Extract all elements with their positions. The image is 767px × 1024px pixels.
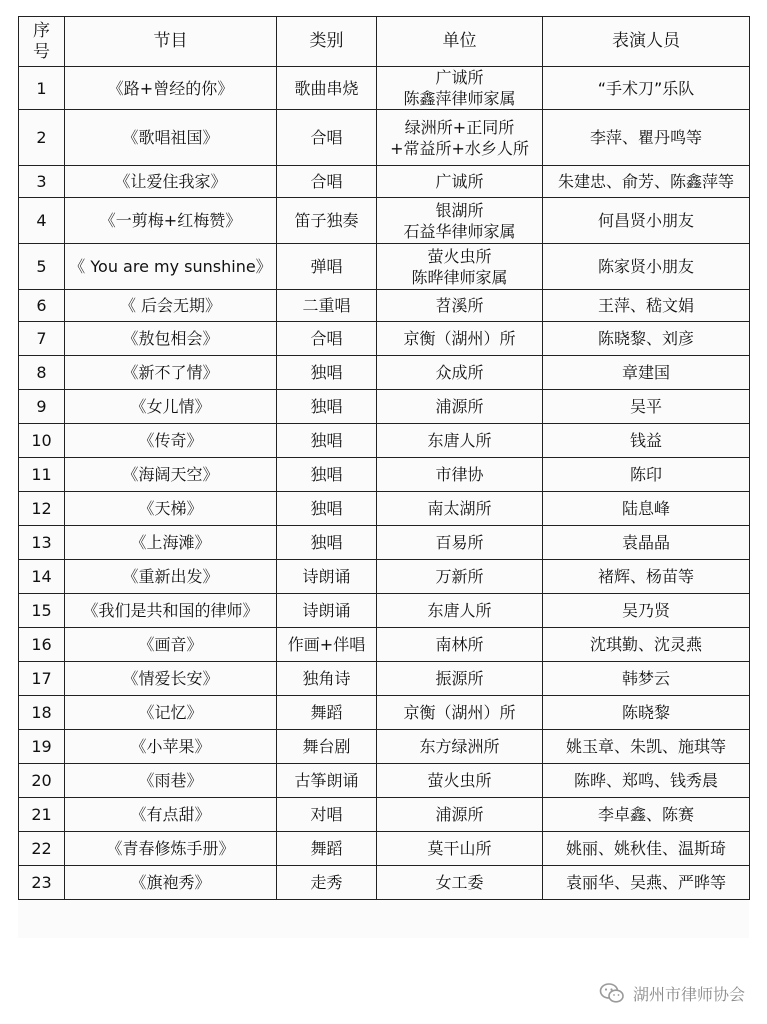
cell-category: 独唱 <box>277 390 377 424</box>
cell-performers: 陈家贤小朋友 <box>543 244 750 290</box>
cell-unit <box>377 662 543 696</box>
cell-unit <box>377 356 543 390</box>
cell-performers: 沈琪勤、沈灵燕 <box>543 628 750 662</box>
cell-category: 笛子独奏 <box>277 198 377 244</box>
unit-line: 萤火虫所 <box>427 246 492 266</box>
cell-category: 独唱 <box>277 424 377 458</box>
cell-program: 《雨巷》 <box>65 764 277 798</box>
unit-line: 众成所 <box>435 363 484 382</box>
cell-unit <box>377 458 543 492</box>
cell-category: 独唱 <box>277 356 377 390</box>
unit-line: 陈鑫萍律师家属 <box>403 89 516 108</box>
table-row <box>19 492 750 526</box>
unit-line: 南林所 <box>435 635 484 654</box>
cell-performers: 陈晓黎 <box>543 696 750 730</box>
table-row <box>19 67 750 110</box>
cell-category: 对唱 <box>277 798 377 832</box>
cell-category: 合唱 <box>277 322 377 356</box>
table-row <box>19 696 750 730</box>
cell-unit <box>377 492 543 526</box>
cell-seq: 12 <box>19 492 65 526</box>
cell-category: 独唱 <box>277 526 377 560</box>
unit-line: 绿洲所+正同所 <box>404 117 515 137</box>
unit-line: 陈晔律师家属 <box>411 267 508 287</box>
cell-performers: 章建国 <box>543 356 750 390</box>
unit-line: 石益华律师家属 <box>403 221 516 241</box>
cell-program: 《旗袍秀》 <box>65 866 277 900</box>
table-row <box>19 526 750 560</box>
cell-category: 二重唱 <box>277 290 377 322</box>
cell-program: 《上海滩》 <box>65 526 277 560</box>
cell-seq: 22 <box>19 832 65 866</box>
table-row <box>19 244 750 290</box>
cell-seq: 1 <box>19 67 65 110</box>
unit-line: 百易所 <box>435 533 484 552</box>
table-row <box>19 832 750 866</box>
cell-program: 《路+曾经的你》 <box>65 67 277 110</box>
cell-program: 《 后会无期》 <box>65 290 277 322</box>
cell-seq: 14 <box>19 560 65 594</box>
cell-seq: 5 <box>19 244 65 290</box>
cell-unit <box>377 526 543 560</box>
unit-line: 振源所 <box>435 669 484 688</box>
footer-brand-text: 湖州市律师协会 <box>632 984 745 1004</box>
table-row <box>19 560 750 594</box>
unit-line: 东唐人所 <box>427 601 492 620</box>
cell-program: 《新不了情》 <box>65 356 277 390</box>
table-row <box>19 290 750 322</box>
unit-line: 京衡（湖州）所 <box>403 329 516 348</box>
table-row <box>19 730 750 764</box>
cell-program: 《传奇》 <box>65 424 277 458</box>
table-row <box>19 110 750 166</box>
unit-line: 广诚所 <box>435 68 484 87</box>
table-row <box>19 594 750 628</box>
header-unit: 单位 <box>377 17 543 67</box>
cell-performers: 朱建忠、俞芳、陈鑫萍等 <box>543 166 750 198</box>
cell-unit <box>377 166 543 198</box>
cell-seq: 11 <box>19 458 65 492</box>
header-seq-line1: 序 <box>33 20 50 41</box>
cell-program: 《歌唱祖国》 <box>65 110 277 166</box>
header-seq <box>19 17 65 67</box>
cell-seq: 17 <box>19 662 65 696</box>
cell-unit <box>377 560 543 594</box>
cell-category: 舞台剧 <box>277 730 377 764</box>
cell-seq: 3 <box>19 166 65 198</box>
unit-line: 市律协 <box>435 465 484 484</box>
cell-seq: 4 <box>19 198 65 244</box>
header-program: 节目 <box>65 17 277 67</box>
header-performers: 表演人员 <box>543 17 750 67</box>
cell-performers: 姚丽、姚秋佳、温斯琦 <box>543 832 750 866</box>
cell-seq: 18 <box>19 696 65 730</box>
cell-category: 合唱 <box>277 110 377 166</box>
cell-performers: 陈晔、郑鸣、钱秀晨 <box>543 764 750 798</box>
cell-unit <box>377 628 543 662</box>
cell-program: 《女儿情》 <box>65 390 277 424</box>
cell-performers: 钱益 <box>543 424 750 458</box>
cell-seq: 8 <box>19 356 65 390</box>
cell-performers: 韩梦云 <box>543 662 750 696</box>
cell-performers: 李卓鑫、陈赛 <box>543 798 750 832</box>
cell-seq: 19 <box>19 730 65 764</box>
cell-program: 《有点甜》 <box>65 798 277 832</box>
cell-unit <box>377 832 543 866</box>
table-row <box>19 198 750 244</box>
cell-program: 《天梯》 <box>65 492 277 526</box>
cell-category: 独角诗 <box>277 662 377 696</box>
cell-unit <box>377 798 543 832</box>
cell-category: 作画+伴唱 <box>277 628 377 662</box>
table-row <box>19 798 750 832</box>
cell-performers: 陈印 <box>543 458 750 492</box>
header-seq-line2: 号 <box>33 41 50 62</box>
cell-unit <box>377 594 543 628</box>
cell-performers: 褚辉、杨苗等 <box>543 560 750 594</box>
cell-category: 诗朗诵 <box>277 560 377 594</box>
cell-unit <box>377 67 543 110</box>
cell-unit <box>377 390 543 424</box>
cell-performers: 陆息峰 <box>543 492 750 526</box>
cell-unit <box>377 244 543 290</box>
unit-line: 万新所 <box>435 567 484 586</box>
table-body <box>19 67 750 900</box>
unit-line: 东方绿洲所 <box>419 737 500 756</box>
unit-line: 南太湖所 <box>427 499 492 518</box>
table-row <box>19 866 750 900</box>
cell-unit <box>377 866 543 900</box>
cell-category: 走秀 <box>277 866 377 900</box>
cell-seq: 9 <box>19 390 65 424</box>
cell-category: 歌曲串烧 <box>277 67 377 110</box>
cell-performers: 李萍、瞿丹鸣等 <box>543 110 750 166</box>
header-category: 类别 <box>277 17 377 67</box>
unit-line: 莫干山所 <box>427 839 492 858</box>
cell-performers: 袁晶晶 <box>543 526 750 560</box>
cell-unit <box>377 696 543 730</box>
cell-performers: 吴乃贤 <box>543 594 750 628</box>
footer-brand <box>599 980 745 1006</box>
cell-category: 诗朗诵 <box>277 594 377 628</box>
cell-category: 弹唱 <box>277 244 377 290</box>
unit-line: 广诚所 <box>435 172 484 191</box>
cell-program: 《让爱住我家》 <box>65 166 277 198</box>
unit-line: 京衡（湖州）所 <box>403 703 516 722</box>
cell-performers: 袁丽华、吴燕、严晔等 <box>543 866 750 900</box>
cell-performers: 王萍、嵇文娟 <box>543 290 750 322</box>
unit-line: 浦源所 <box>435 397 484 416</box>
unit-line: 女工委 <box>435 873 484 892</box>
table-row <box>19 166 750 198</box>
cell-performers: 吴平 <box>543 390 750 424</box>
wechat-logo-icon <box>599 982 625 1004</box>
table-row <box>19 764 750 798</box>
unit-line: 萤火虫所 <box>427 771 492 790</box>
program-table <box>18 16 750 900</box>
cell-seq: 2 <box>19 110 65 166</box>
cell-program: 《记忆》 <box>65 696 277 730</box>
cell-program: 《海阔天空》 <box>65 458 277 492</box>
cell-seq: 10 <box>19 424 65 458</box>
table-row <box>19 356 750 390</box>
table-row <box>19 390 750 424</box>
cell-seq: 15 <box>19 594 65 628</box>
unit-line: +常益所+水乡人所 <box>390 138 529 158</box>
unit-line: 东唐人所 <box>427 431 492 450</box>
cell-seq: 23 <box>19 866 65 900</box>
cell-program: 《一剪梅+红梅赞》 <box>65 198 277 244</box>
cell-program: 《我们是共和国的律师》 <box>65 594 277 628</box>
cell-performers: 何昌贤小朋友 <box>543 198 750 244</box>
cell-program: 《重新出发》 <box>65 560 277 594</box>
cell-performers: 陈晓黎、刘彦 <box>543 322 750 356</box>
table-row <box>19 458 750 492</box>
cell-category: 舞蹈 <box>277 696 377 730</box>
table-row <box>19 424 750 458</box>
cell-unit <box>377 730 543 764</box>
cell-seq: 13 <box>19 526 65 560</box>
unit-line: 浦源所 <box>435 805 484 824</box>
cell-program: 《 You are my sunshine》 <box>65 244 277 290</box>
cell-program: 《青春修炼手册》 <box>65 832 277 866</box>
cell-seq: 6 <box>19 290 65 322</box>
cell-performers: “手术刀”乐队 <box>543 67 750 110</box>
unit-line: 苕溪所 <box>435 296 484 315</box>
table-row <box>19 628 750 662</box>
cell-seq: 21 <box>19 798 65 832</box>
table-header-row <box>19 17 750 67</box>
cell-unit <box>377 322 543 356</box>
table-row <box>19 662 750 696</box>
table-row <box>19 322 750 356</box>
cell-program: 《小苹果》 <box>65 730 277 764</box>
cell-seq: 16 <box>19 628 65 662</box>
cell-program: 《敖包相会》 <box>65 322 277 356</box>
cell-category: 合唱 <box>277 166 377 198</box>
cell-category: 古筝朗诵 <box>277 764 377 798</box>
cell-unit <box>377 424 543 458</box>
cell-unit <box>377 198 543 244</box>
cell-unit <box>377 110 543 166</box>
cell-unit <box>377 764 543 798</box>
cell-category: 独唱 <box>277 492 377 526</box>
cell-category: 独唱 <box>277 458 377 492</box>
cell-program: 《画音》 <box>65 628 277 662</box>
cell-performers: 姚玉章、朱凯、施琪等 <box>543 730 750 764</box>
cell-program: 《情爱长安》 <box>65 662 277 696</box>
cell-unit <box>377 290 543 322</box>
cell-seq: 7 <box>19 322 65 356</box>
cell-category: 舞蹈 <box>277 832 377 866</box>
unit-line: 银湖所 <box>435 200 484 220</box>
cell-seq: 20 <box>19 764 65 798</box>
